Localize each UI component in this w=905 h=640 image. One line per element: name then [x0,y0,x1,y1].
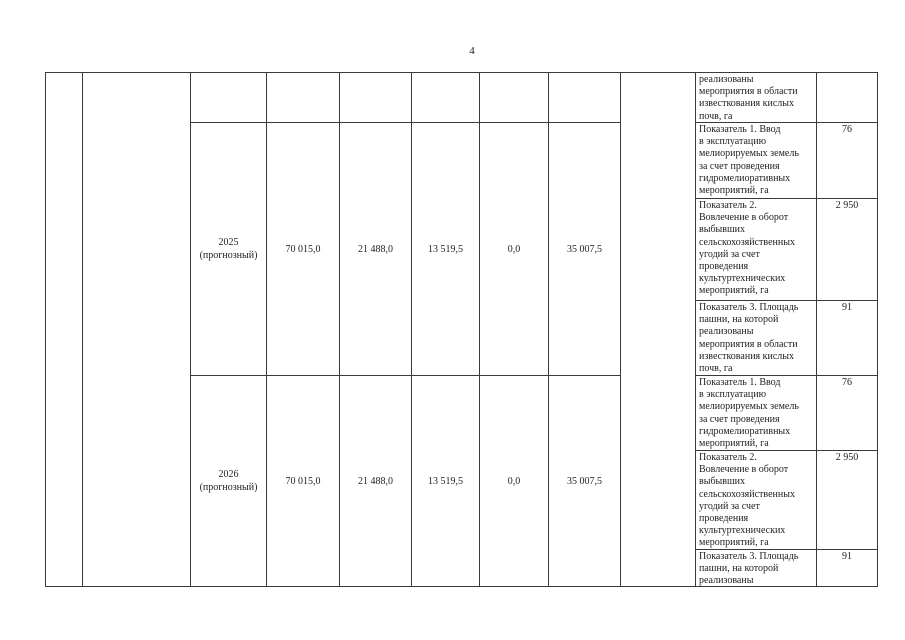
value-cell-other: 35 007,5 [548,375,621,587]
indicator-text-line: культуртехнических [699,525,786,537]
indicator-text-line: реализованы [699,575,754,587]
target-cell: 76 [816,122,878,199]
indicator-text-line: Показатель 1. Ввод [699,377,781,388]
value-cell-total: 70 015,0 [266,122,340,376]
indicator-text-line: Вовлечение в оборот [699,464,789,476]
indicator-cell-continued [695,72,817,123]
year-label [200,236,258,262]
indicator-text-line: почв, га [699,363,733,375]
target-cell: 91 [816,549,878,587]
target-cell: 76 [816,375,878,451]
indicator-text-line: культуртехнических [699,273,786,285]
value-cell-other: 35 007,5 [548,122,621,376]
year-value: 2026 [218,469,239,480]
year-value: 2025 [218,237,239,248]
indicator-text-line: Показатель 2. [699,200,757,211]
value-cell-local: 0,0 [479,375,549,587]
value-cell-continued [411,72,480,123]
indicator-text-line: в эксплуатацию [699,389,767,401]
indicator-text-line: проведения [699,261,749,273]
value-cell-federal: 21 488,0 [339,375,412,587]
value-cell-continued [479,72,549,123]
value-cell-continued [548,72,621,123]
indicator-text-line: выбывших [699,224,746,236]
indicator-text-line: за счет проведения [699,413,780,425]
indicator-text-line: сельскохозяйственных [699,488,795,500]
value-cell-continued [266,72,340,123]
page-number: 4 [469,45,475,57]
indicator-text-line: выбывших [699,476,746,488]
indicator-cell [695,450,817,550]
year-label [200,468,258,494]
indicator-text-line: мелиорируемых земель [699,148,799,160]
indicator-text-line: мелиорируемых земель [699,401,799,413]
indicator-text-line: мероприятия в области [699,86,798,98]
indicator-text-line: угодий за счет [699,500,760,512]
indicator-text-line: реализованы [699,74,754,85]
target-cell: 2 950 [816,450,878,550]
value-cell-federal: 21 488,0 [339,122,412,376]
indicator-text-line: мероприятий, га [699,438,769,450]
executor-cell [620,72,696,587]
indicator-text-line: пашни, на которой [699,314,779,326]
target-cell-continued [816,72,878,123]
indicator-text-line: в эксплуатацию [699,136,767,148]
indicator-text-line: Вовлечение в оборот [699,212,789,224]
year-cell-2026 [190,375,267,587]
indicator-text-line: реализованы [699,326,754,338]
indicator-cell [695,375,817,451]
value-cell-regional: 13 519,5 [411,122,480,376]
indicator-cell [695,122,817,199]
indicator-text-line: мероприятий, га [699,285,769,297]
indicator-text-line: гидромелиоративных [699,425,791,437]
indicator-text-line: за счет проведения [699,160,780,172]
year-cell-continued [190,72,267,123]
year-cell-2025 [190,122,267,376]
indicator-cell [695,300,817,376]
value-cell-regional: 13 519,5 [411,375,480,587]
indicator-text-line: Показатель 3. Площадь [699,551,799,562]
indicator-text-line: мероприятий, га [699,537,769,549]
year-status: (прогнозный) [199,250,258,261]
value-cell-continued [339,72,412,123]
indicator-text-line: угодий за счет [699,248,760,260]
indicator-text-line: пашни, на которой [699,563,779,575]
target-cell: 2 950 [816,198,878,301]
indicator-text-line: гидромелиоративных [699,172,791,184]
indicator-cell [695,549,817,587]
value-cell-total: 70 015,0 [266,375,340,587]
indicator-cell [695,198,817,301]
row-number-cell [45,72,83,587]
indicator-text-line: почв, га [699,110,733,122]
indicator-text-line: проведения [699,513,749,525]
indicator-text-line: Показатель 2. [699,452,757,463]
indicator-text-line: известкования кислых [699,98,794,110]
indicator-text-line: сельскохозяйственных [699,236,795,248]
indicator-text-line: Показатель 3. Площадь [699,302,799,313]
indicator-text-line: Показатель 1. Ввод [699,124,781,135]
value-cell-local: 0,0 [479,122,549,376]
indicator-text-line: мероприятия в области [699,338,798,350]
target-cell: 91 [816,300,878,376]
year-status: (прогнозный) [199,482,258,493]
indicator-text-line: известкования кислых [699,350,794,362]
indicator-text-line: мероприятий, га [699,185,769,197]
program-name-cell [82,72,191,587]
